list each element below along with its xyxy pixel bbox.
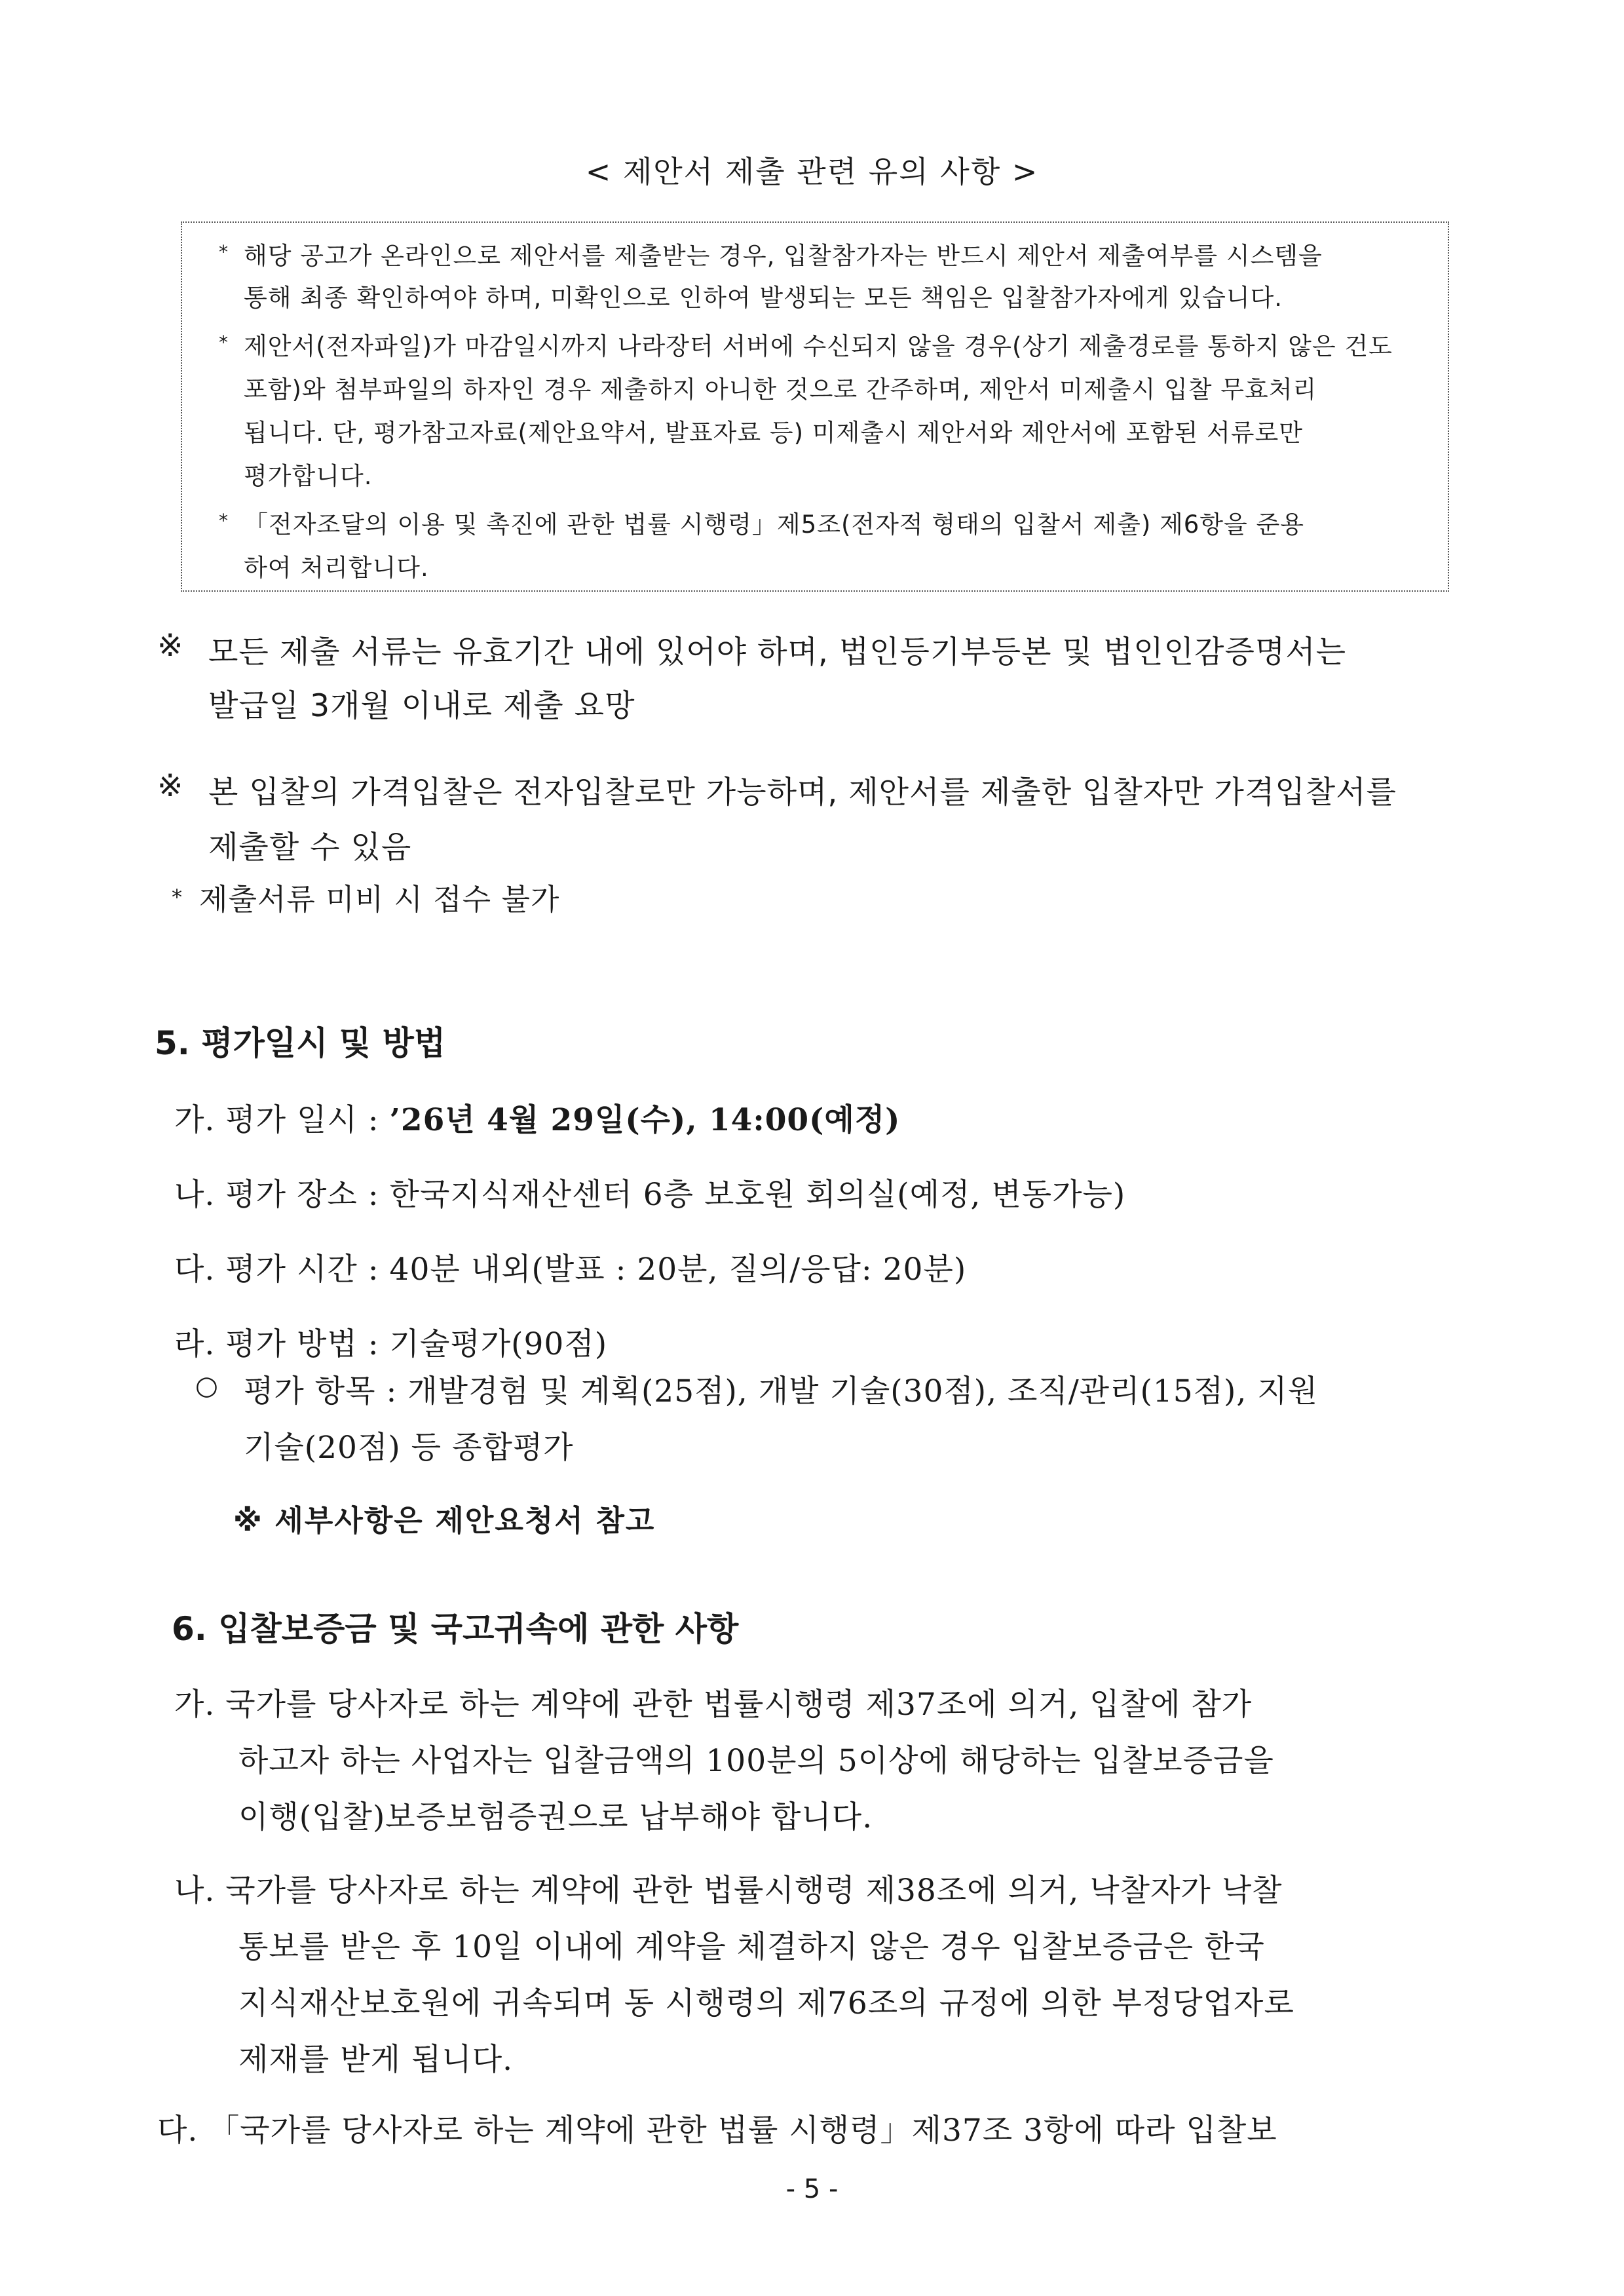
remark-2-line-2: 제출할 수 있음 — [208, 830, 412, 866]
section-5-item-ra: 라. 평가 방법 : 기술평가(90점) — [174, 1326, 608, 1362]
note-3-line-2: 하여 처리합니다. — [244, 554, 429, 582]
remark-1-line-1: 모든 제출 서류는 유효기간 내에 있어야 하며, 법인등기부등본 및 법인인감증명서는 — [208, 634, 1347, 670]
eval-items-line-1: 평가 항목 : 개발경험 및 계획(25점), 개발 기술(30점), 조직/관리(15점), 지원 — [244, 1373, 1319, 1409]
circle-bullet: ○ — [195, 1371, 219, 1401]
section-title: < 제안서 제출 관련 유의 사항 > — [585, 154, 1039, 189]
section-6-da-line-1: 다. 「국가를 당사자로 하는 계약에 관한 법률 시행령」제37조 3항에 따라 입찰보 — [157, 2113, 1277, 2149]
section-6-na-line-2: 통보를 받은 후 10일 이내에 계약을 체결하지 않은 경우 입찰보증금은 한국 — [238, 1929, 1265, 1965]
note-2-line-1: 제안서(전자파일)가 마감일시까지 나라장터 서버에 수신되지 않을 경우(상기 제출경로를 통하지 않은 건도 — [244, 332, 1393, 360]
section-6-na-line-1: 나. 국가를 당사자로 하는 계약에 관한 법률시행령 제38조에 의거, 낙찰자가 낙찰 — [174, 1873, 1283, 1909]
eval-date-value: ’26년 4월 29일(수), 14:00(예정) — [389, 1102, 901, 1138]
note-2-line-4: 평가합니다. — [244, 462, 373, 490]
bullet: * — [219, 510, 229, 531]
bullet: * — [219, 332, 229, 353]
section-6-ga-line-1: 가. 국가를 당사자로 하는 계약에 관한 법률시행령 제37조에 의거, 입찰에 참가 — [174, 1687, 1253, 1723]
note-2-line-3: 됩니다. 단, 평가참고자료(제안요약서, 발표자료 등) 미제출시 제안서와 제안서에 포함된 서류로만 — [244, 419, 1303, 447]
reference-mark: ※ — [157, 628, 184, 664]
remark-3: 제출서류 미비 시 접수 불가 — [199, 882, 560, 917]
section-5-heading: 5. 평가일시 및 방법 — [155, 1024, 446, 1062]
eval-items-line-2: 기술(20점) 등 종합평가 — [244, 1430, 574, 1466]
note-1-line-2: 통해 최종 확인하여야 하며, 미확인으로 인하여 발생되는 모든 책임은 입찰참가자에게 있습니다. — [244, 284, 1283, 312]
remark-1-line-2: 발급일 3개월 이내로 제출 요망 — [208, 688, 635, 724]
section-6-na-line-3: 지식재산보호원에 귀속되며 동 시행령의 제76조의 규정에 의한 부정당업자로 — [238, 1985, 1294, 2021]
reference-mark: ※ — [157, 768, 184, 804]
section-6-heading: 6. 입찰보증금 및 국고귀속에 관한 사항 — [172, 1610, 739, 1648]
eval-date-label: 가. 평가 일시 : — [174, 1102, 390, 1138]
section-5-item-da: 다. 평가 시간 : 40분 내외(발표 : 20분, 질의/응답: 20분) — [174, 1252, 967, 1288]
bullet: * — [219, 241, 229, 263]
section-6-na-line-4: 제재를 받게 됩니다. — [238, 2042, 514, 2078]
note-1-line-1: 해당 공고가 온라인으로 제안서를 제출받는 경우, 입찰참가자는 반드시 제안서 제출여부를 시스템을 — [244, 242, 1323, 270]
detail-note: ※ 세부사항은 제안요청서 참고 — [233, 1503, 656, 1538]
star-mark: * — [172, 885, 182, 909]
note-2-line-2: 포함)와 첨부파일의 하자인 경우 제출하지 아니한 것으로 간주하며, 제안서 미제출시 입찰 무효처리 — [244, 375, 1317, 404]
section-6-ga-line-2: 하고자 하는 사업자는 입찰금액의 100분의 5이상에 해당하는 입찰보증금을 — [238, 1743, 1274, 1779]
section-5-item-ga — [174, 1096, 900, 1139]
remark-2-line-1: 본 입찰의 가격입찰은 전자입찰로만 가능하며, 제안서를 제출한 입찰자만 가격입찰서를 — [208, 775, 1397, 811]
page-number: - 5 - — [785, 2174, 839, 2204]
note-3-line-1: 「전자조달의 이용 및 촉진에 관한 법률 시행령」제5조(전자적 형태의 입찰서 제출) 제6항을 준용 — [244, 510, 1305, 539]
section-6-ga-line-3: 이행(입찰)보증보험증권으로 납부해야 합니다. — [238, 1799, 873, 1835]
section-5-item-na: 나. 평가 장소 : 한국지식재산센터 6층 보호원 회의실(예정, 변동가능) — [174, 1177, 1126, 1213]
